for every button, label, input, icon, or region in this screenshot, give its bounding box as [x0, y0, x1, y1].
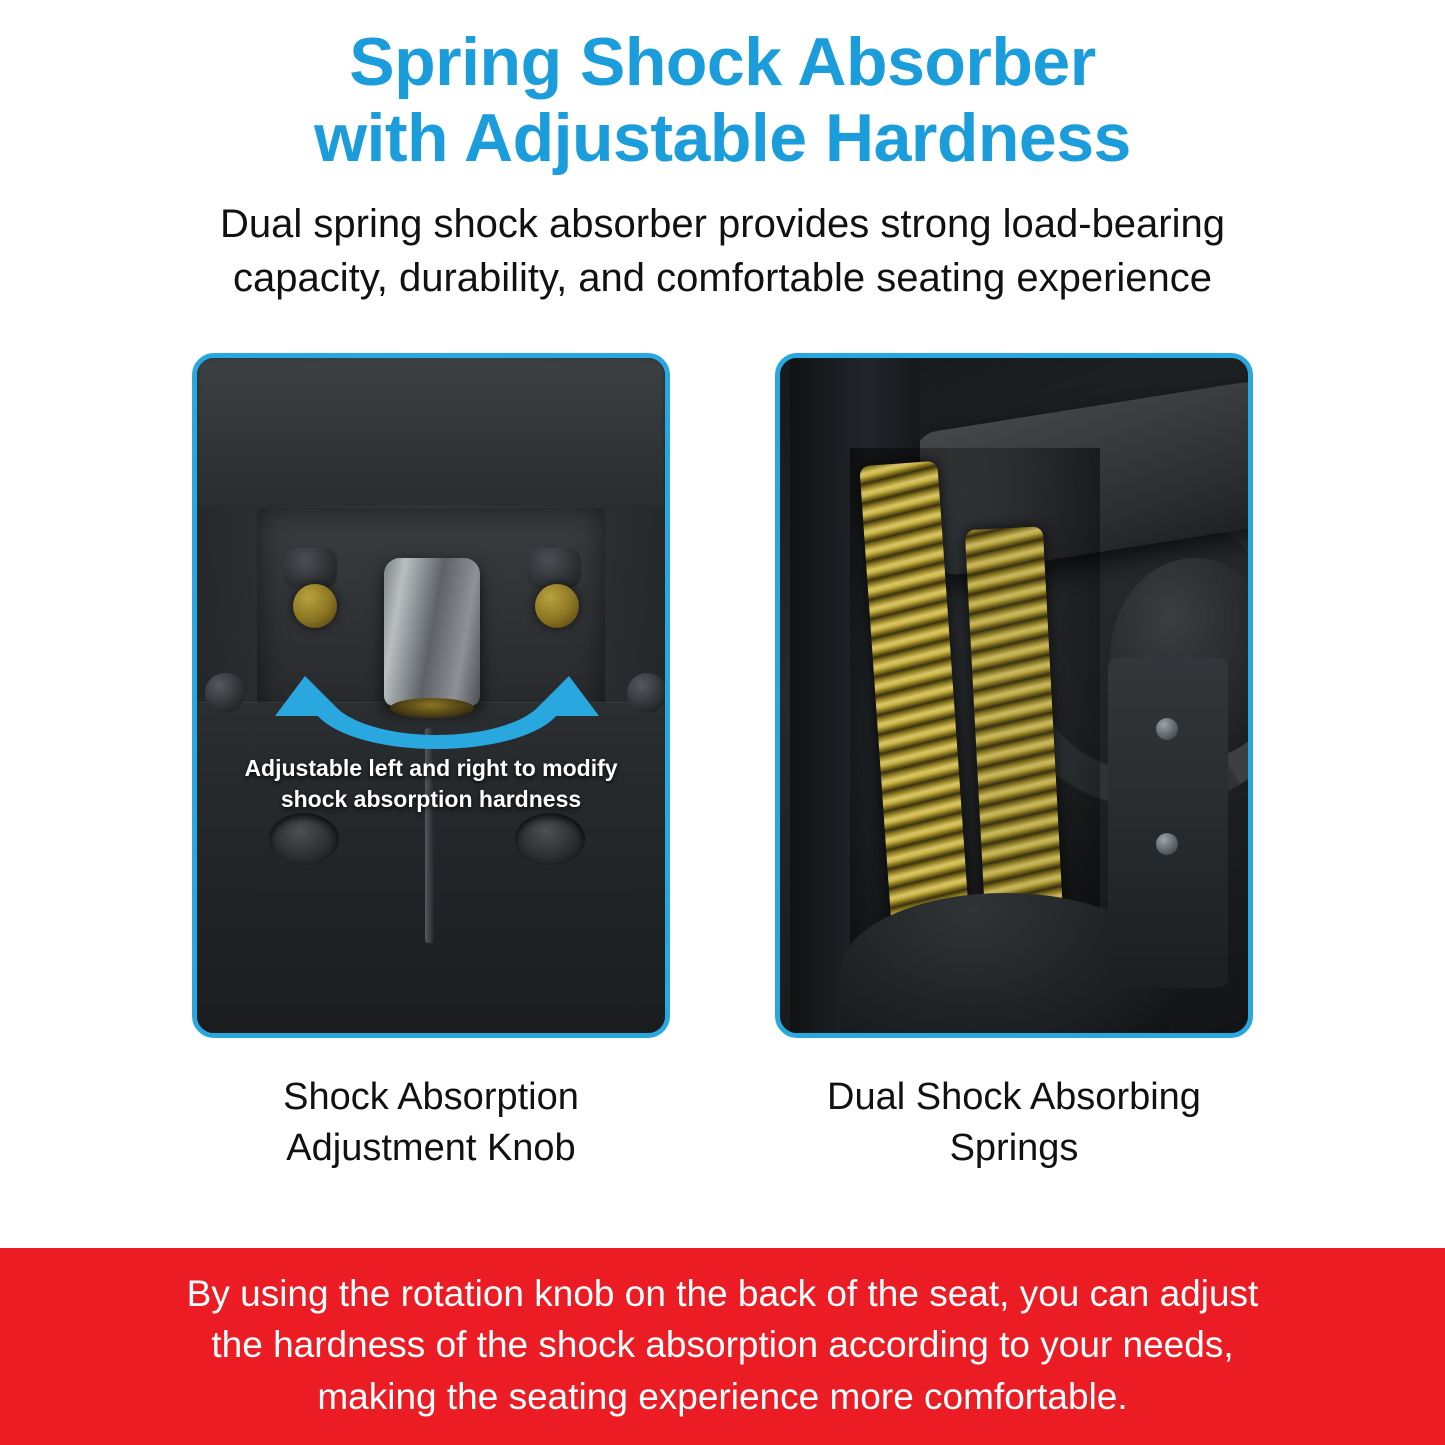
- page-title: [0, 24, 1445, 176]
- side-bracket: [1108, 658, 1228, 988]
- knob-caption-line-2: Adjustment Knob: [286, 1126, 576, 1169]
- bolt-cap-left: [283, 548, 337, 588]
- gold-bolt-right: [535, 584, 579, 628]
- page-subtitle: [0, 198, 1445, 304]
- knob-photo: [192, 353, 670, 1038]
- mount-hole-right: [515, 813, 585, 865]
- title-line-1: Spring Shock Absorber: [349, 24, 1096, 100]
- knob-photo-top-block: [197, 358, 665, 508]
- footer-line-1: By using the rotation knob on the back of the seat, you can adjust: [186, 1272, 1259, 1314]
- rotation-arrow-icon: [257, 658, 617, 768]
- subtitle-line-2: capacity, durability, and comfortable seating experience: [232, 255, 1213, 300]
- knob-overlay-caption: [197, 753, 665, 815]
- bracket-rivet-bottom: [1156, 833, 1178, 855]
- springs-caption-line-2: Springs: [949, 1126, 1079, 1169]
- subtitle-line-1: Dual spring shock absorber provides strong load-bearing: [220, 202, 1225, 247]
- knob-overlay-line-2: shock absorption hardness: [280, 785, 582, 812]
- gold-bolt-left: [293, 584, 337, 628]
- mount-hole-left: [269, 813, 339, 865]
- footer-banner: [0, 1248, 1445, 1445]
- frame-nub-left: [205, 673, 245, 713]
- panel-dual-springs: [775, 353, 1253, 1175]
- frame-nub-right: [627, 673, 667, 713]
- footer-line-2: the hardness of the shock absorption according to your needs,: [211, 1324, 1234, 1366]
- feature-panels: [0, 353, 1445, 1175]
- bracket-rivet-top: [1156, 718, 1178, 740]
- header: [0, 0, 1445, 305]
- bolt-cap-right: [527, 548, 581, 588]
- springs-panel-caption: [775, 1072, 1253, 1175]
- knob-overlay-line-1: Adjustable left and right to modify: [244, 754, 618, 781]
- panel-shock-absorption-knob: [192, 353, 670, 1175]
- springs-photo: [775, 353, 1253, 1038]
- springs-caption-line-1: Dual Shock Absorbing: [827, 1075, 1201, 1118]
- title-line-2: with Adjustable Hardness: [314, 100, 1131, 177]
- footer-line-3: making the seating experience more comfortable.: [317, 1376, 1128, 1418]
- knob-panel-caption: [192, 1072, 670, 1175]
- knob-caption-line-1: Shock Absorption: [283, 1075, 579, 1118]
